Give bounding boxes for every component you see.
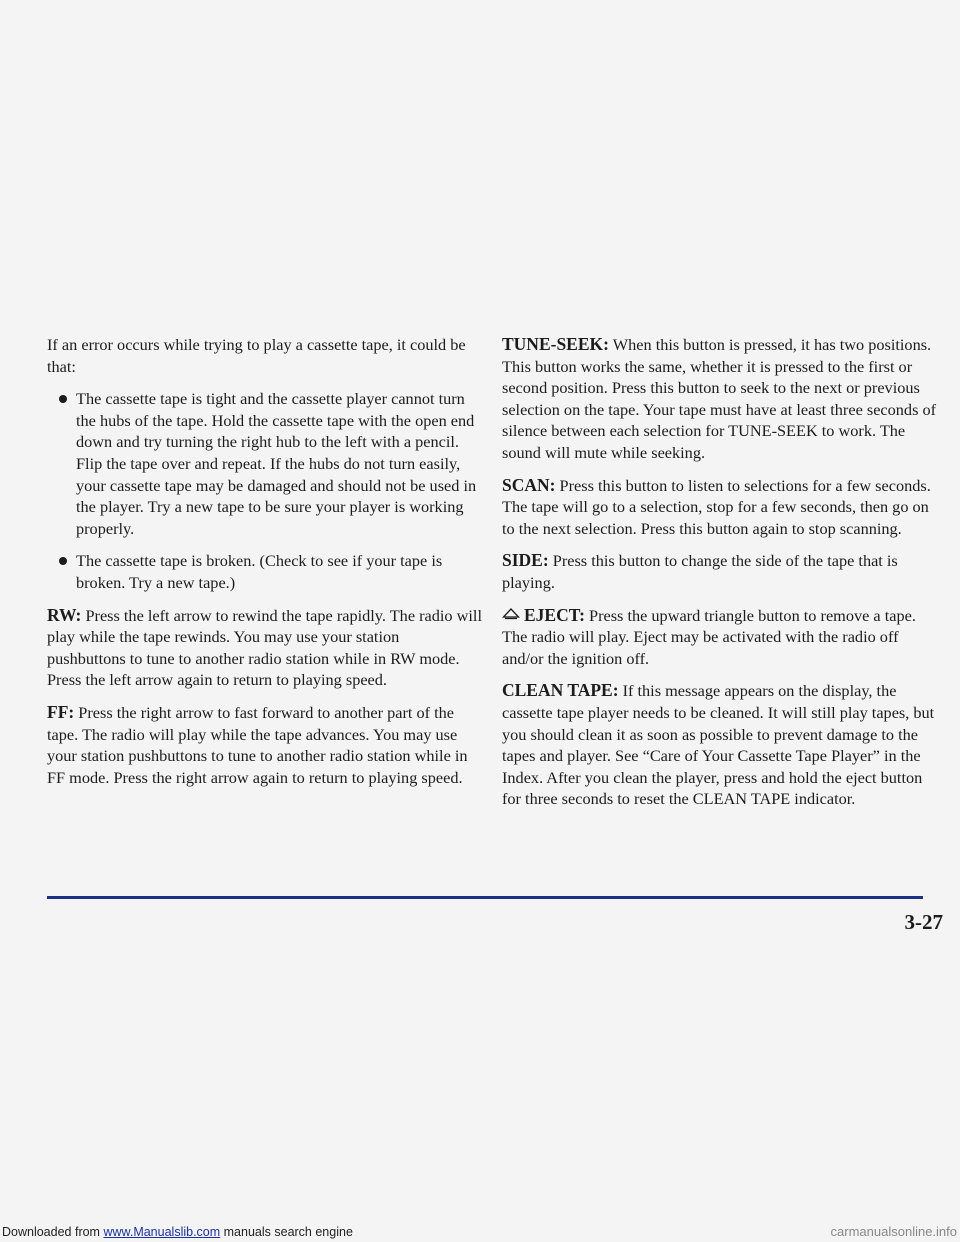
ff-text: Press the right arrow to fast forward to another part of the tape. The radio will play while the tape advances. You may use your station pushbuttons to tune to another radio station while in FF mode. Press the right arrow again to return to playing speed. — [47, 702, 468, 787]
clean-tape-paragraph — [502, 680, 938, 810]
rw-term: RW: — [47, 604, 82, 625]
rw-text: Press the left arrow to rewind the tape rapidly. The radio will play while the tape rewinds. You may use your station pushbuttons to tune to another radio station while in RW mode. Press the left arrow again to return to playing speed. — [47, 605, 482, 690]
side-term: SIDE: — [502, 550, 549, 571]
left-column — [47, 334, 482, 799]
right-column — [502, 334, 938, 821]
eject-paragraph — [502, 605, 938, 670]
footer-rule — [47, 896, 923, 899]
scan-term: SCAN: — [502, 474, 556, 495]
tune-seek-term: TUNE-SEEK: — [502, 334, 609, 354]
tune-seek-paragraph — [502, 334, 938, 464]
bullet-item — [47, 388, 482, 539]
eject-term: EJECT: — [524, 604, 585, 625]
page-number: 3-27 — [904, 910, 943, 934]
bullet-dot-icon — [59, 557, 67, 565]
scan-text: Press this button to listen to selections for a few seconds. The tape will go to a selection, stop for a few seconds, then go on to the next selection. Press this button again to stop scanning. — [502, 475, 931, 538]
bullet-text: The cassette tape is tight and the cassette player cannot turn the hubs of the tape. Hold the cassette tape with the open end down and try turning the right hub to the left with a pencil. Flip the tape over and repeat. If the hubs do not turn easily, your cassette tape may be damaged and should not be used in the player. Try a new tape to be sure your player is working properly. — [76, 389, 477, 538]
rw-paragraph — [47, 605, 482, 691]
scan-paragraph — [502, 475, 938, 540]
bullet-dot-icon — [59, 395, 67, 403]
watermark-text: carmanualsonline.info — [830, 1224, 957, 1239]
ff-paragraph — [47, 702, 482, 788]
download-footer — [0, 1222, 960, 1242]
intro-paragraph: If an error occurs while trying to play a cassette tape, it could be that: — [47, 335, 466, 376]
manualslib-link[interactable]: www.Manualslib.com — [103, 1225, 221, 1239]
bullet-item — [47, 550, 482, 593]
clean-tape-text: If this message appears on the display, the cassette tape player needs to be cleaned. It will still play tapes, but you should clean it as soon as possible to prevent damage to the tapes and player. See “Care of Your Cassette Tape Player” in the Index. After you clean the player, press and hold the eject button for three seconds to reset the CLEAN TAPE indicator. — [502, 681, 935, 809]
side-paragraph — [502, 550, 938, 593]
ff-term: FF: — [47, 701, 75, 722]
clean-tape-term: CLEAN TAPE: — [502, 680, 619, 701]
side-text: Press this button to change the side of the tape that is playing. — [502, 551, 898, 592]
download-source — [2, 1222, 353, 1242]
download-suffix: manuals search engine — [220, 1225, 353, 1239]
eject-text: Press the upward triangle button to remove a tape. The radio will play. Eject may be activated with the radio off and/or the ignition off. — [502, 605, 916, 668]
download-prefix: Downloaded from — [2, 1225, 104, 1239]
eject-icon — [502, 608, 520, 622]
tune-seek-text: When this button is pressed, it has two positions. This button works the same, whether it is pressed to the first or second position. Press this button to seek to the next or previous selection on the tape. Your tape must have at least three seconds of silence between each selection for TUNE-SEEK to work. The sound will mute while seeking. — [502, 335, 937, 462]
bullet-text: The cassette tape is broken. (Check to see if your tape is broken. Try a new tape.) — [76, 551, 443, 592]
